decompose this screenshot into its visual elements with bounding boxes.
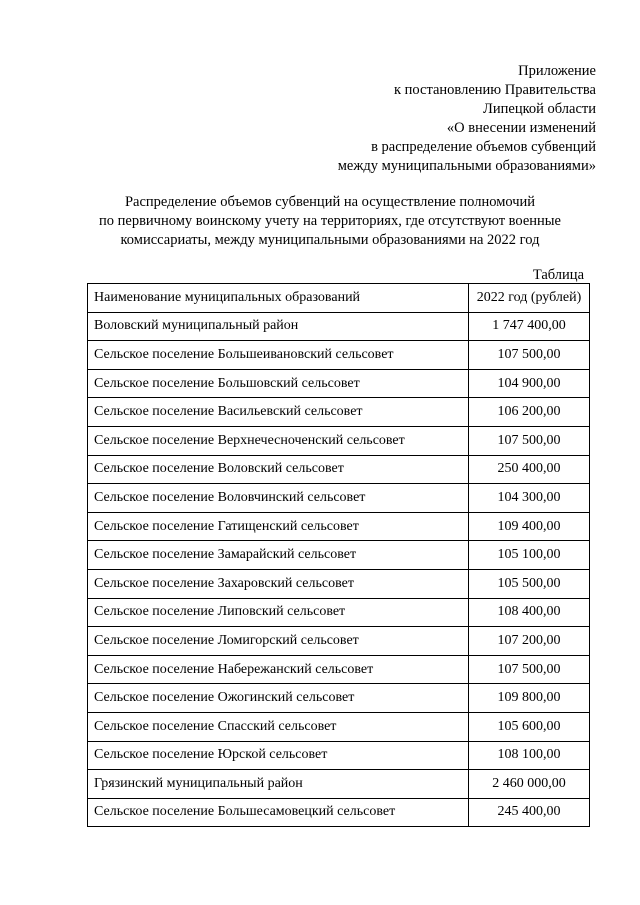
table-header-row	[88, 284, 590, 313]
title-line: комиссариаты, между муниципальными образованиями на 2022 год	[120, 232, 540, 248]
appendix-line: к постановлению Правительства	[394, 82, 596, 98]
table-row	[88, 741, 590, 770]
appendix-line: в распределение объемов субвенций	[371, 139, 596, 155]
table-row	[88, 712, 590, 741]
amount-cell: 109 400,00	[469, 512, 590, 541]
amount-cell: 106 200,00	[469, 398, 590, 427]
table-row	[88, 770, 590, 799]
appendix-line: между муниципальными образованиями»	[337, 158, 596, 174]
municipality-name-cell: Сельское поселение Ожогинский сельсовет	[88, 684, 469, 713]
municipality-name-cell: Сельское поселение Васильевский сельсовет	[88, 398, 469, 427]
municipality-name-cell: Сельское поселение Воловский сельсовет	[88, 455, 469, 484]
table-caption: Таблица	[532, 267, 584, 283]
table-row	[88, 798, 590, 827]
table-body	[88, 284, 590, 827]
table-row	[88, 569, 590, 598]
table-row	[88, 455, 590, 484]
municipality-name-cell: Сельское поселение Спасский сельсовет	[88, 712, 469, 741]
municipality-name-cell: Сельское поселение Воловчинский сельсовет	[88, 484, 469, 513]
amount-cell: 250 400,00	[469, 455, 590, 484]
amount-cell: 104 300,00	[469, 484, 590, 513]
amount-cell: 107 500,00	[469, 426, 590, 455]
amount-cell: 108 100,00	[469, 741, 590, 770]
municipality-name-cell: Сельское поселение Ломигорский сельсовет	[88, 627, 469, 656]
column-header-name: Наименование муниципальных образований	[88, 284, 469, 313]
amount-cell: 107 500,00	[469, 655, 590, 684]
municipality-name-cell: Сельское поселение Юрской сельсовет	[88, 741, 469, 770]
amount-cell: 108 400,00	[469, 598, 590, 627]
table-row	[88, 341, 590, 370]
table-row	[88, 598, 590, 627]
amount-cell: 107 200,00	[469, 627, 590, 656]
table-row	[88, 484, 590, 513]
municipality-name-cell: Сельское поселение Набережанский сельсовет	[88, 655, 469, 684]
table-row	[88, 627, 590, 656]
table-row	[88, 684, 590, 713]
municipality-name-cell: Сельское поселение Большовский сельсовет	[88, 369, 469, 398]
amount-cell: 245 400,00	[469, 798, 590, 827]
table-row	[88, 398, 590, 427]
amount-cell: 105 500,00	[469, 569, 590, 598]
table-row	[88, 369, 590, 398]
table-row	[88, 541, 590, 570]
subsidies-table	[87, 283, 590, 827]
municipality-name-cell: Сельское поселение Большесамовецкий сельсовет	[88, 798, 469, 827]
title-line: Распределение объемов субвенций на осуществление полномочий	[124, 194, 536, 210]
amount-cell: 109 800,00	[469, 684, 590, 713]
amount-cell: 104 900,00	[469, 369, 590, 398]
municipality-name-cell: Сельское поселение Гатищенский сельсовет	[88, 512, 469, 541]
appendix-line: Липецкой области	[483, 101, 596, 117]
title-line: по первичному воинскому учету на территориях, где отсутствуют военные	[98, 213, 561, 229]
municipality-name-cell: Сельское поселение Замарайский сельсовет	[88, 541, 469, 570]
amount-cell: 107 500,00	[469, 341, 590, 370]
table-row	[88, 312, 590, 341]
appendix-block	[338, 62, 596, 176]
amount-cell: 105 100,00	[469, 541, 590, 570]
municipality-name-cell: Грязинский муниципальный район	[88, 770, 469, 799]
table-row	[88, 655, 590, 684]
amount-cell: 105 600,00	[469, 712, 590, 741]
table-row	[88, 512, 590, 541]
municipality-name-cell: Воловский муниципальный район	[88, 312, 469, 341]
table-row	[88, 426, 590, 455]
appendix-line: «О внесении изменений	[446, 120, 596, 136]
municipality-name-cell: Сельское поселение Захаровский сельсовет	[88, 569, 469, 598]
document-title	[60, 193, 600, 250]
appendix-line: Приложение	[518, 63, 596, 79]
municipality-name-cell: Сельское поселение Большеивановский сельсовет	[88, 341, 469, 370]
municipality-name-cell: Сельское поселение Липовский сельсовет	[88, 598, 469, 627]
amount-cell: 2 460 000,00	[469, 770, 590, 799]
amount-cell: 1 747 400,00	[469, 312, 590, 341]
column-header-amount: 2022 год (рублей)	[469, 284, 590, 313]
municipality-name-cell: Сельское поселение Верхнечесноченский сельсовет	[88, 426, 469, 455]
